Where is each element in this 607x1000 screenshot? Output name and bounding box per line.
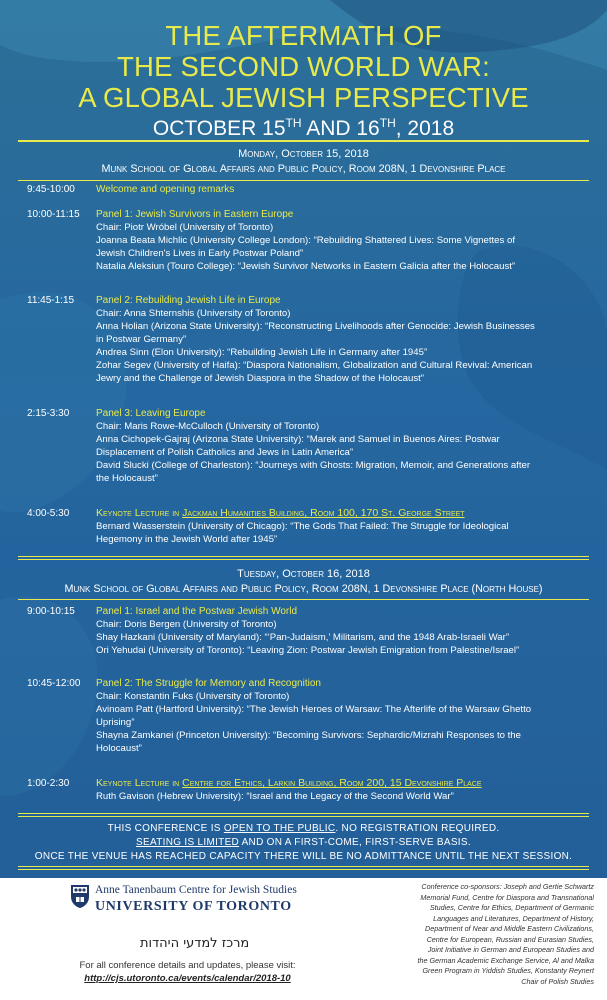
session-line: David Slucki (College of Charleston): “Journeys with Ghosts: Migration, Memoir, and Generations after <box>96 460 531 471</box>
session-title: Panel 2: The Struggle for Memory and Recognition <box>96 678 321 689</box>
day2-date: Tuesday, October 16, 2018 <box>237 568 370 580</box>
session-line: Chair: Doris Bergen (University of Toronto) <box>96 619 277 630</box>
session-line: Ruth Gavison (Hebrew University): “Israel and the Legacy of the Second World War” <box>96 791 454 802</box>
session-time: 1:00-2:30 <box>27 778 70 789</box>
conference-dates: OCTOBER 15TH AND 16TH, 2018 <box>152 116 455 140</box>
session-line: Chair: Maris Rowe-McCulloch (University of Toronto) <box>96 421 320 432</box>
university-name: UNIVERSITY OF TORONTO <box>95 899 292 914</box>
session-line: Jewish Children's Lives in Early Postwar Poland” <box>96 248 304 259</box>
session-line: the Holocaust” <box>96 473 158 484</box>
day2-venue: Munk School of Global Affairs and Public Policy, Room 208N, 1 Devonshire Place (North House) <box>64 583 543 595</box>
sponsor-line: Centre for European, Russian and Eurasian Studies, <box>426 934 594 944</box>
title-line-2: THE SECOND WORLD WAR: <box>117 51 490 82</box>
title-line-3: A GLOBAL JEWISH PERSPECTIVE <box>78 82 529 113</box>
event-url-link[interactable]: http://cjs.utoronto.ca/events/calendar/2018-10 <box>84 973 291 984</box>
uoft-crest-icon <box>70 883 90 909</box>
session-title: Panel 1: Israel and the Postwar Jewish World <box>96 606 298 617</box>
visit-info <box>60 959 315 985</box>
notice-line-3: ONCE THE VENUE HAS REACHED CAPACITY THERE WILL BE NO ADMITTANCE UNTIL THE NEXT SESSION. <box>34 851 573 862</box>
session-time: 9:45-10:00 <box>27 184 75 195</box>
session-time: 2:15-3:30 <box>27 408 70 419</box>
session-line: Hegemony in the Jewish World after 1945” <box>96 534 278 545</box>
session-time: 10:45-12:00 <box>27 678 81 689</box>
sponsor-line: Joint Initiative in German and European Studies and <box>427 945 594 954</box>
session-title: Welcome and opening remarks <box>96 184 235 195</box>
title-line-1: THE AFTERMATH OF <box>165 20 442 51</box>
divider <box>18 180 589 181</box>
sponsor-line: Studies, Centre for Ethics, Department of Germanic <box>429 903 594 912</box>
keynote-title: Keynote Lecture in Centre for Ethics, Larkin Building, Room 200, 15 Devonshire Place <box>96 777 482 789</box>
day1-date: Monday, October 15, 2018 <box>238 148 369 160</box>
session-line: Shayna Zamkanei (Princeton University): “Becoming Survivors: Sephardic/Mizrahi Responses to the <box>96 730 521 741</box>
session-line: Anna Holian (Arizona State University): “Reconstructing Livelihoods after Genocide: Jewish Businesses <box>96 321 535 332</box>
sponsor-line: Languages and Literatures, Department of History, <box>433 913 594 923</box>
double-divider <box>18 866 589 870</box>
session-line: Chair: Piotr Wróbel (University of Toronto) <box>96 222 274 233</box>
keynote-venue-link[interactable]: Centre for Ethics, Larkin Building, Room 200, 15 Devonshire Place <box>182 777 482 789</box>
sponsor-line: Conference co-sponsors: Joseph and Gertie Schwartz <box>421 882 594 891</box>
visit-text: For all conference details and updates, please visit: <box>79 960 296 971</box>
session-time: 10:00-11:15 <box>27 209 80 220</box>
session-line: Joanna Beata Michlic (University College London): “Rebuilding Shattered Lives: Some Vignettes of <box>96 235 515 246</box>
centre-name: Anne Tanenbaum Centre for Jewish Studies <box>95 884 297 896</box>
session-line: Holocaust” <box>96 743 142 754</box>
session-line: Shay Hazkani (University of Maryland): “‘Pan-Judaism,’ Militarism, and the 1948 Arab-Israeli War” <box>96 632 510 643</box>
session-line: Andrea Sinn (Elon University): “Rebuilding Jewish Life in Germany after 1945” <box>96 347 428 358</box>
sponsor-line: Memorial Fund, Centre for Diaspora and Transnational <box>420 892 594 902</box>
session-line: Anna Cichopek-Gajraj (Arizona State University): “Marek and Samuel in Buenos Aires: Postwar <box>96 434 500 445</box>
notice-line-2: SEATING IS LIMITED AND ON A FIRST-COME, FIRST-SERVE BASIS. <box>136 837 471 848</box>
session-time: 11:45-1:15 <box>27 295 75 306</box>
attendance-notice <box>0 822 607 864</box>
sponsor-line: Department of Near and Middle Eastern Civilizations, <box>425 924 594 933</box>
session-line: Natalia Aleksiun (Touro College): “Jewish Survivor Networks in Eastern Galicia after the Holocaust” <box>96 261 516 272</box>
day1-venue: Munk School of Global Affairs and Public Policy, Room 208N, 1 Devonshire Place <box>101 163 506 175</box>
session-line: Uprising” <box>96 717 135 728</box>
session-line: Zohar Segev (University of Haifa): “Diaspora Nationalism, Globalization and Cultural Revival: American <box>96 360 533 371</box>
double-divider <box>18 556 589 560</box>
sponsor-line: Green Program in Yiddish Studies, Konstanty Reynert <box>422 966 594 975</box>
session-time: 9:00-10:15 <box>27 606 75 617</box>
sponsors-list <box>367 882 594 987</box>
session-title: Panel 1: Jewish Survivors in Eastern Europe <box>96 209 294 220</box>
session-line: Ori Yehudai (University of Toronto): “Leaving Zion: Postwar Jewish Emigration from Palestine/Israel” <box>96 645 520 656</box>
session-line: Chair: Anna Shternshis (University of Toronto) <box>96 308 291 319</box>
keynote-venue-link[interactable]: Jackman Humanities Building, Room 100, 170 St. George Street <box>182 507 465 519</box>
keynote-title: Keynote Lecture in Jackman Humanities Building, Room 100, 170 St. George Street <box>96 507 465 519</box>
session-line: Bernard Wasserstein (University of Chicago): “The Gods That Failed: The Struggle for Ideological <box>96 521 509 532</box>
session-line: in Postwar Germany” <box>96 334 187 345</box>
session-title: Panel 3: Leaving Europe <box>96 408 206 419</box>
session-line: Avinoam Patt (Hartford University): “The Jewish Heroes of Warsaw: The Afterlife of the Warsaw Ghetto <box>96 704 532 715</box>
divider <box>18 599 589 600</box>
session-line: Chair: Konstantin Fuks (University of Toronto) <box>96 691 290 702</box>
double-divider <box>18 813 589 817</box>
sponsor-line: Chair of Polish Studies <box>521 976 594 986</box>
sponsor-line: the German Academic Exchange Service, Al and Malka <box>417 955 594 965</box>
session-line: Jewry and the Challenge of Jewish Diaspora in the Shadow of the Holocaust” <box>96 373 424 384</box>
divider <box>18 140 589 142</box>
session-time: 4:00-5:30 <box>27 508 70 519</box>
session-title: Panel 2: Rebuilding Jewish Life in Europe <box>96 295 281 306</box>
notice-line-1: THIS CONFERENCE IS OPEN TO THE PUBLIC. NO REGISTRATION REQUIRED. <box>107 823 500 834</box>
session-line: Displacement of Polish Catholics and Jews in Latin America” <box>96 447 354 458</box>
hebrew-name: מרכז למדעי היהדות <box>140 936 250 951</box>
